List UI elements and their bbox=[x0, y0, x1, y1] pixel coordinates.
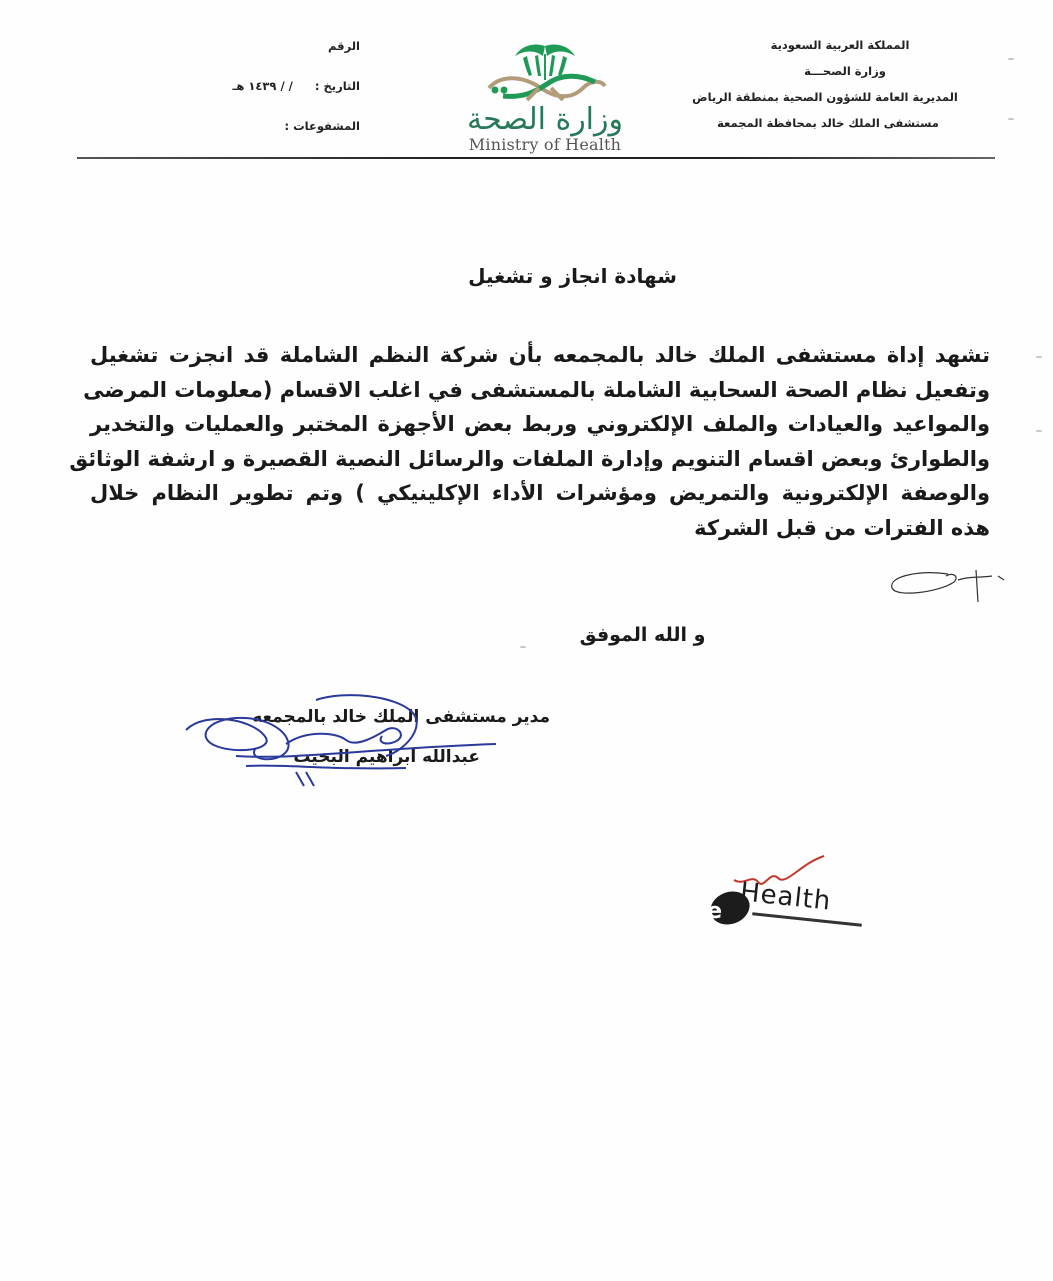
closing-phrase: و الله الموفق bbox=[579, 624, 706, 646]
directorate-name: المديرية العامة للشؤون الصحية بمنطقة الرياض bbox=[692, 90, 958, 104]
body-line: وتفعيل نظام الصحة السحابية الشاملة بالمستشفى في اغلب الاقسام (معلومات المرضى bbox=[83, 377, 990, 402]
body-line: والطوارئ وبعض اقسام التنويم وإدارة الملفات والرسائل النصية القصيرة و ارشفة الوثائق bbox=[69, 446, 990, 471]
header-reference-fields bbox=[160, 36, 360, 156]
initials-signature-icon bbox=[880, 562, 1020, 612]
body-line: والوصفة الإلكترونية والتمريض ومؤشرات الأداء الإكلينيكي ) وتم تطوير النظام خلال bbox=[90, 481, 990, 505]
ministry-name: وزارة الصحـــة bbox=[804, 64, 886, 78]
body-line: والمواعيد والعيادات والملف الإلكتروني وربط بعض الأجهزة المختبر والعمليات والتخدير bbox=[90, 412, 990, 436]
ministry-of-health-logo bbox=[440, 38, 650, 156]
header-authority-block bbox=[675, 32, 975, 136]
date-field bbox=[160, 76, 360, 116]
logo-arabic-name: وزارة الصحة bbox=[467, 102, 623, 137]
scan-speck bbox=[520, 646, 526, 648]
header-divider bbox=[77, 157, 995, 159]
ehealth-stamp bbox=[700, 848, 900, 952]
scan-speck bbox=[1008, 58, 1014, 60]
hospital-name: مستشفى الملك خالد بمحافظة المجمعة bbox=[717, 116, 939, 130]
kingdom-name: المملكة العربية السعودية bbox=[770, 38, 910, 52]
scan-speck bbox=[1036, 430, 1042, 432]
certificate-title: شهادة انجاز و تشغيل bbox=[468, 264, 677, 288]
scan-speck bbox=[1008, 118, 1014, 120]
date-value: / / ١٤٣٩ هـ bbox=[232, 79, 293, 93]
scan-speck bbox=[1036, 356, 1042, 358]
date-label: التاريخ : bbox=[314, 79, 360, 93]
stamp-letter: e bbox=[707, 899, 722, 924]
attachments-field bbox=[160, 116, 360, 156]
number-label: الرقم bbox=[328, 39, 360, 53]
body-line: هذه الفترات من قبل الشركة bbox=[694, 515, 990, 540]
stamp-text: Health bbox=[738, 877, 833, 917]
certificate-body bbox=[69, 338, 990, 545]
number-field bbox=[160, 36, 360, 76]
signatory-block bbox=[190, 702, 550, 772]
palm-swords-emblem-icon bbox=[475, 38, 615, 106]
body-line: تشهد إداة مستشفى الملك خالد بالمجمعه بأن شركة النظم الشاملة قد انجزت تشغيل bbox=[90, 343, 990, 367]
logo-english-name: Ministry of Health bbox=[468, 135, 622, 154]
signatory-name: عبدالله ابراهيم البخيت bbox=[293, 747, 480, 767]
signatory-title: مدير مستشفى الملك خالد بالمجمعه bbox=[252, 707, 550, 727]
attachments-label: المشفوعات : bbox=[284, 119, 360, 133]
